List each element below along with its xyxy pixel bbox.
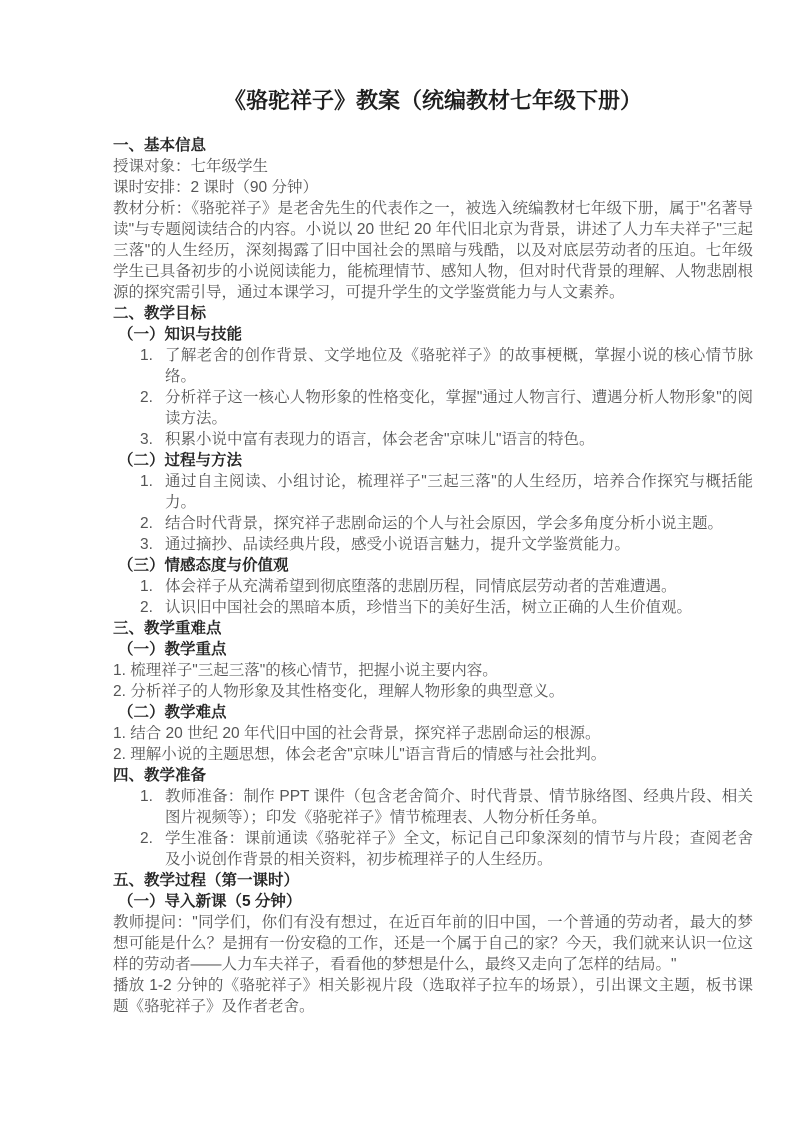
list-item-number: 2.	[140, 599, 153, 616]
list-item-text: 通过摘抄、品读经典片段，感受小说语言魅力，提升文学鉴赏能力。	[165, 536, 631, 553]
list-item-text: 分析祥子这一核心人物形象的性格变化，掌握"通过人物言行、遭遇分析人物形象"的阅读方法。	[165, 389, 753, 427]
list-item-text: 认识旧中国社会的黑暗本质，珍惜当下的美好生活，树立正确的人生价值观。	[165, 599, 693, 616]
knowledge-skills-list	[113, 345, 753, 450]
list-item-text: 通过自主阅读、小组讨论，梳理祥子"三起三落"的人生经历，培养合作探究与概括能力。	[165, 473, 753, 511]
paragraph-teaching-audience: 授课对象：七年级学生	[113, 158, 269, 175]
paragraph-difficult-point-1: 1. 结合 20 世纪 20 年代旧中国的社会背景，探究祥子悲剧命运的根源。	[113, 725, 601, 742]
paragraph-key-point-1: 1. 梳理祥子"三起三落"的核心情节，把握小说主要内容。	[113, 662, 498, 679]
list-item	[113, 534, 753, 555]
list-item	[113, 429, 753, 450]
list-item-text: 结合时代背景，探究祥子悲剧命运的个人与社会原因，学会多角度分析小说主题。	[165, 515, 724, 532]
list-item-number: 1.	[140, 788, 153, 805]
subheading-process-method: （二）过程与方法	[118, 452, 243, 469]
list-item	[113, 513, 753, 534]
list-item	[113, 597, 753, 618]
section-heading-teaching-process: 五、教学过程（第一课时）	[113, 872, 300, 889]
list-item-number: 1.	[140, 347, 153, 364]
list-item-number: 2.	[140, 515, 153, 532]
paragraph-difficult-point-2: 2. 理解小说的主题思想，体会老舍"京味儿"语言背后的情感与社会批判。	[113, 746, 607, 763]
paragraph-teacher-question: 教师提问："同学们，你们有没有想过，在近百年前的旧中国，一个普通的劳动者，最大的梦想可能是什么？是拥有一份安稳的工作，还是一个属于自己的家？今天，我们就来认识一位这样的劳动者——人力车夫祥子，看看他的梦想是什么，最终又走向了怎样的结局。"	[113, 914, 753, 973]
section-heading-basic-info: 一、基本信息	[113, 137, 207, 154]
list-item	[113, 576, 753, 597]
list-item-number: 2.	[140, 389, 153, 406]
document-title: 《骆驼祥子》教案（统编教材七年级下册）	[223, 88, 642, 113]
section-heading-key-difficult: 三、教学重难点	[113, 620, 222, 637]
list-item-text: 学生准备：课前通读《骆驼祥子》全文，标记自己印象深刻的情节与片段；查阅老舍及小说创作背景的相关资料，初步梳理祥子的人生经历。	[165, 830, 753, 868]
list-item-text: 积累小说中富有表现力的语言，体会老舍"京味儿"语言的特色。	[165, 431, 595, 448]
list-item-number: 2.	[140, 830, 153, 847]
list-item-text: 体会祥子从充满希望到彻底堕落的悲剧历程，同情底层劳动者的苦难遭遇。	[165, 578, 677, 595]
paragraph-video-clip: 播放 1-2 分钟的《骆驼祥子》相关影视片段（选取祥子拉车的场景），引出课文主题，板书课题《骆驼祥子》及作者老舍。	[113, 977, 753, 1015]
list-item-number: 1.	[140, 473, 153, 490]
paragraph-textbook-analysis: 教材分析：《骆驼祥子》是老舍先生的代表作之一，被选入统编教材七年级下册，属于"名著导读"与专题阅读结合的内容。小说以 20 世纪 20 年代旧北京为背景，讲述了人力车夫祥子"三起三落"的人生经历，深刻揭露了旧中国社会的黑暗与残酷，以及对底层劳动者的压迫。七年级学生已具备初步的小说阅读能力，能梳理情节、感知人物，但对时代背景的理解、人物悲剧根源的探究需引导，通过本课学习，可提升学生的文学鉴赏能力与人文素养。	[113, 200, 753, 301]
subheading-key-points: （一）教学重点	[118, 641, 227, 658]
subheading-lead-in: （一）导入新课（5 分钟）	[118, 893, 302, 910]
list-item	[113, 345, 753, 387]
list-item	[113, 828, 753, 870]
list-item	[113, 786, 753, 828]
section-heading-objectives: 二、教学目标	[113, 305, 207, 322]
subheading-difficult-points: （二）教学难点	[118, 704, 227, 721]
list-item-text: 了解老舍的创作背景、文学地位及《骆驼祥子》的故事梗概，掌握小说的核心情节脉络。	[165, 347, 753, 385]
emotion-values-list	[113, 576, 753, 618]
list-item	[113, 387, 753, 429]
section-heading-preparation: 四、教学准备	[113, 767, 207, 784]
subheading-knowledge-skills: （一）知识与技能	[118, 326, 243, 343]
list-item-number: 3.	[140, 536, 153, 553]
process-method-list	[113, 471, 753, 555]
preparation-list	[113, 786, 753, 870]
list-item-number: 1.	[140, 578, 153, 595]
list-item-text: 教师准备：制作 PPT 课件（包含老舍简介、时代背景、情节脉络图、经典片段、相关图片视频等）；印发《骆驼祥子》情节梳理表、人物分析任务单。	[165, 788, 753, 826]
subheading-emotion-values: （三）情感态度与价值观	[118, 557, 289, 574]
list-item-number: 3.	[140, 431, 153, 448]
list-item	[113, 471, 753, 513]
paragraph-key-point-2: 2. 分析祥子的人物形象及其性格变化，理解人物形象的典型意义。	[113, 683, 565, 700]
paragraph-lesson-schedule: 课时安排：2 课时（90 分钟）	[113, 179, 318, 196]
